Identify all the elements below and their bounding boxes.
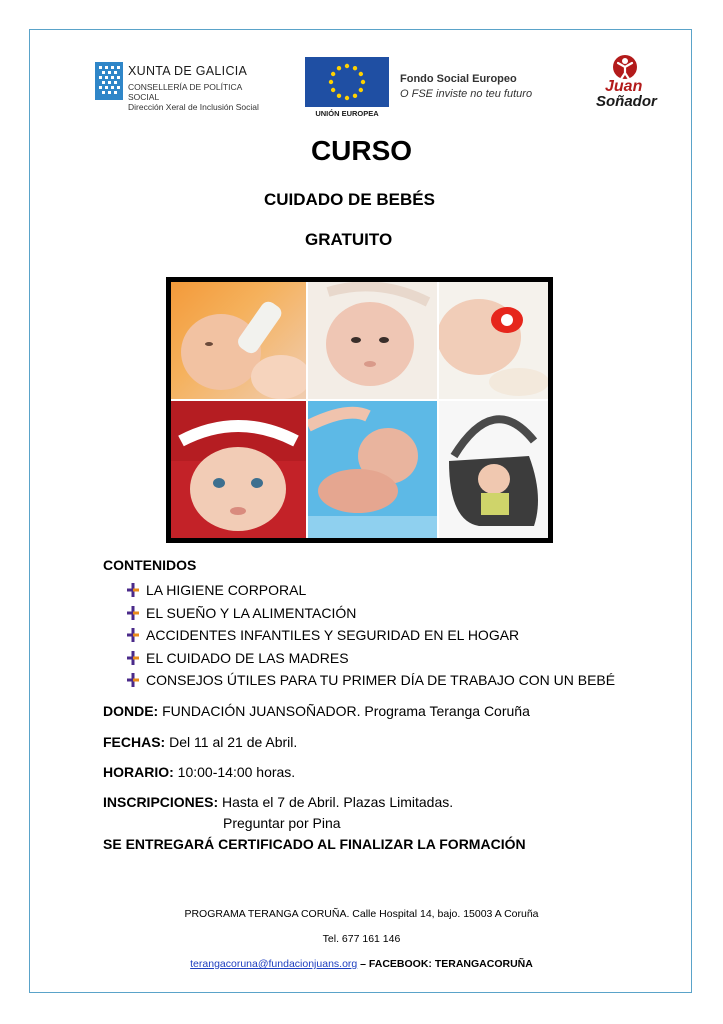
certificate-note: SE ENTREGARÁ CERTIFICADO AL FINALIZAR LA FORMACIÓN (103, 836, 526, 852)
schedule-line (103, 764, 295, 780)
eu-star-icon (345, 96, 349, 100)
eu-fse-logo (305, 57, 545, 121)
list-item (126, 579, 615, 602)
location-line (103, 703, 530, 719)
dates-value: Del 11 al 21 de Abril. (165, 734, 298, 750)
topic-text: ACCIDENTES INFANTILES Y SEGURIDAD EN EL HOGAR (146, 627, 520, 644)
eu-star-icon (331, 72, 335, 76)
contents-heading: CONTENIDOS (103, 557, 197, 573)
cross-bullet-icon (126, 651, 140, 665)
juan-sonador-line-2: Soñador (596, 93, 657, 110)
eu-star-icon (353, 94, 357, 98)
photo-baby-red-hat (171, 401, 306, 538)
topic-text: LA HIGIENE CORPORAL (146, 582, 307, 599)
juan-sonador-line-1: Juan (605, 78, 643, 95)
fse-slogan: O FSE inviste no teu futuro (400, 88, 533, 100)
contents-list (126, 579, 615, 692)
eu-star-icon (353, 66, 357, 70)
juan-sonador-logo (593, 53, 663, 117)
course-subtitle: CUIDADO DE BEBÉS (264, 190, 435, 209)
dates-label: FECHAS: (103, 734, 166, 750)
eu-star-icon (361, 80, 365, 84)
photo-newborn (308, 282, 437, 399)
xunta-emblem-icon (95, 62, 123, 100)
eu-caption: UNIÓN EUROPEA (315, 109, 379, 118)
footer-address: PROGRAMA TERANGA CORUÑA. Calle Hospital 14, bajo. 15003 A Coruña (184, 908, 539, 920)
registration-line (103, 794, 453, 810)
email-link[interactable]: terangacoruna@fundacionjuans.org (190, 958, 358, 970)
xunta-logo (95, 62, 265, 114)
footer-phone: Tel. 677 161 146 (322, 933, 401, 945)
footer-contact-line (0, 958, 723, 970)
location-value: FUNDACIÓN JUANSOÑADOR. Programa Teranga Coruña (158, 703, 530, 719)
cross-bullet-icon (126, 583, 140, 597)
eu-star-icon (337, 94, 341, 98)
list-item (126, 602, 615, 625)
registration-label: INSCRIPCIONES: (103, 794, 219, 810)
eu-star-icon (329, 80, 333, 84)
fse-title: Fondo Social Europeo (400, 73, 517, 85)
baby-photo-collage (166, 277, 553, 543)
cross-bullet-icon (126, 673, 140, 687)
list-item (126, 624, 615, 647)
registration-value: Hasta el 7 de Abril. Plazas Limitadas. (218, 794, 454, 810)
schedule-label: HORARIO: (103, 764, 174, 780)
contact-person: Preguntar por Pina (223, 815, 341, 831)
topic-text: EL SUEÑO Y LA ALIMENTACIÓN (146, 604, 357, 621)
cross-bullet-icon (126, 628, 140, 642)
eu-star-icon (345, 64, 349, 68)
photo-baby-car-seat (439, 401, 548, 538)
facebook-text: – FACEBOOK: TERANGACORUÑA (357, 958, 533, 970)
xunta-dept-line-3: Dirección Xeral de Inclusión Social (128, 102, 259, 112)
cross-bullet-icon (126, 606, 140, 620)
eu-flag-icon (305, 57, 389, 107)
eu-star-icon (331, 88, 335, 92)
photo-bottle-feeding (171, 282, 306, 399)
location-label: DONDE: (103, 703, 159, 719)
dates-line (103, 734, 297, 750)
topic-text: EL CUIDADO DE LAS MADRES (146, 649, 349, 666)
photo-pacifier (439, 282, 548, 399)
list-item (126, 669, 615, 692)
xunta-dept-line-1: CONSELLERÍA DE POLÍTICA (128, 82, 243, 92)
price-label: GRATUITO (305, 230, 393, 249)
eu-star-icon (359, 72, 363, 76)
eu-star-icon (359, 88, 363, 92)
eu-star-icon (337, 66, 341, 70)
page-title: CURSO (310, 135, 413, 166)
xunta-dept-line-2: SOCIAL (128, 92, 160, 102)
list-item (126, 647, 615, 670)
photo-baby-bath (308, 401, 437, 538)
topic-text: CONSEJOS ÚTILES PARA TU PRIMER DÍA DE TRABAJO CON UN BEBÉ (146, 672, 616, 689)
xunta-name: XUNTA DE GALICIA (128, 64, 248, 78)
schedule-value: 10:00-14:00 horas. (173, 764, 296, 780)
